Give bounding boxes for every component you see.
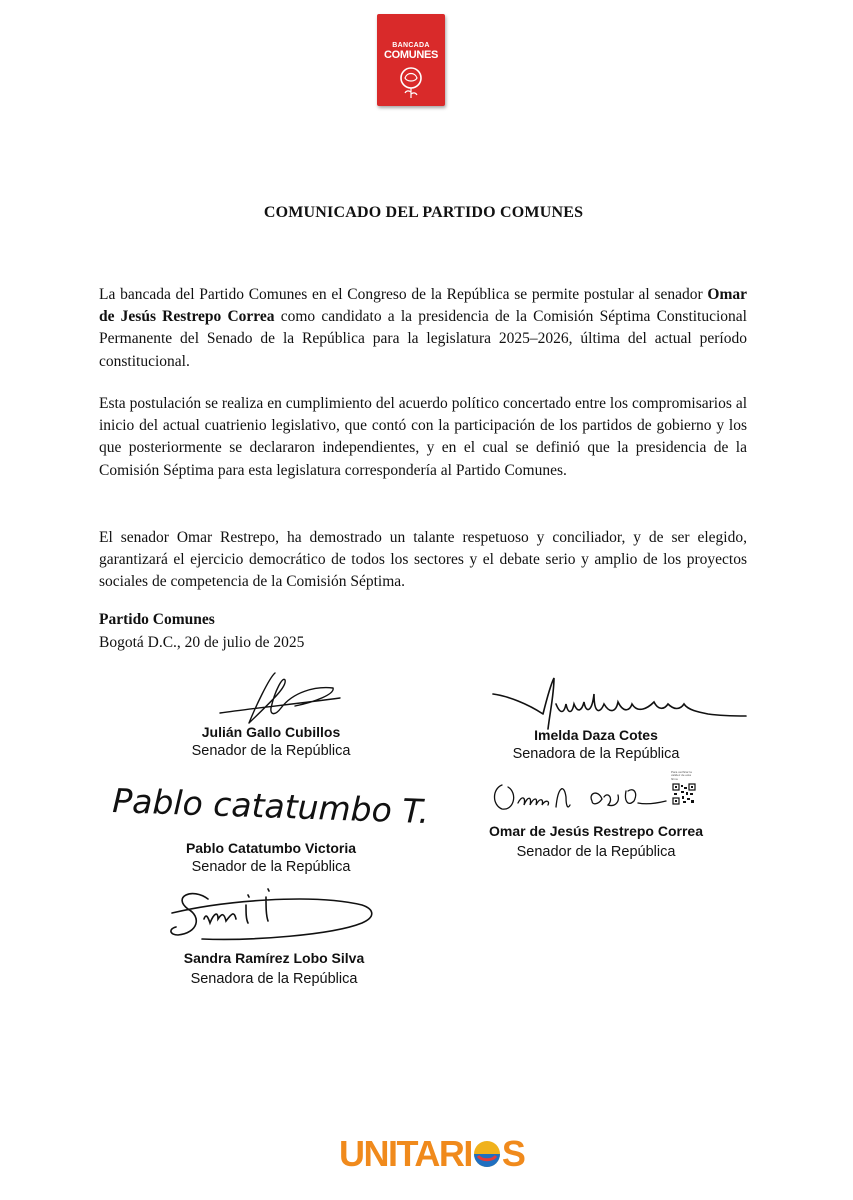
- pablo-handwritten-text: Pablo catatumbo T.: [111, 781, 430, 832]
- closing-party: Partido Comunes: [99, 611, 215, 628]
- signature-imelda-daza: [488, 674, 750, 732]
- paragraph-3: El senador Omar Restrepo, ha demostrado un talante respetuoso y conciliador, y de ser elegido, garantizará el ejercicio democrático de todos los sectores y el debate serio y amplio de los proyectos sociales de competencia de la Comisión Séptima.: [99, 529, 747, 591]
- signatory-5-title: Senadora de la República: [190, 971, 358, 987]
- unitarios-text-end: S: [501, 1133, 525, 1174]
- p1-candidate-name: Omar de Jesús Restrepo Correa: [99, 286, 747, 326]
- signatory-4-title: Senador de la República: [516, 844, 676, 860]
- comunes-logo: [377, 14, 445, 106]
- p1-text-start: La bancada del Partido Comunes en el Congreso de la República se permite postular al senador: [99, 286, 708, 303]
- signatory-2-name: Imelda Daza Cotes: [534, 727, 658, 743]
- signatory-1-title: Senador de la República: [191, 743, 351, 759]
- document-title: COMUNICADO DEL PARTIDO COMUNES: [263, 204, 584, 221]
- unitarios-logo: [339, 1132, 524, 1176]
- paragraph-1: [99, 284, 747, 373]
- logo-line-2: COMUNES: [383, 49, 439, 61]
- qr-caption: Para verificar la validez de esta firma: [671, 770, 692, 781]
- closing-place-date: Bogotá D.C., 20 de julio de 2025: [99, 634, 305, 651]
- rose-icon: [397, 66, 425, 100]
- p1-text-end: como candidato a la presidencia de la Comisión Séptima Constitucional Permanente del Senado de la República para la legislatura 2025–2026, última del actual período constitucional.: [99, 308, 747, 370]
- signature-julian-gallo: [215, 668, 345, 730]
- unitarios-text-start: UNITARI: [339, 1133, 472, 1174]
- logo-line-1: BANCADA: [392, 42, 430, 49]
- signature-omar-restrepo: [488, 777, 668, 815]
- signatory-1-name: Julián Gallo Cubillos: [201, 724, 341, 740]
- signature-pablo-catatumbo: [108, 768, 448, 832]
- paragraph-2: Esta postulación se realiza en cumplimiento del acuerdo político concertado entre los compromisarios al inicio del actual cuatrienio legislativo, que contó con la participación de los partidos de gobierno y los que posteriormente se declararon independientes, y en el cual se definió que la presidencia de la Comisión Séptima para esta legislatura correspondería al Partido Comunes.: [99, 395, 747, 479]
- qr-code-icon: [672, 783, 696, 805]
- signature-sandra-ramirez: [162, 883, 382, 948]
- signatory-2-title: Senadora de la República: [512, 746, 680, 762]
- signatory-5-name: Sandra Ramírez Lobo Silva: [183, 950, 365, 966]
- signatory-3-title: Senador de la República: [191, 859, 351, 875]
- signatory-3-name: Pablo Catatumbo Victoria: [185, 840, 357, 856]
- signatory-4-name: Omar de Jesús Restrepo Correa: [489, 823, 703, 839]
- sun-circle-icon: [472, 1139, 502, 1169]
